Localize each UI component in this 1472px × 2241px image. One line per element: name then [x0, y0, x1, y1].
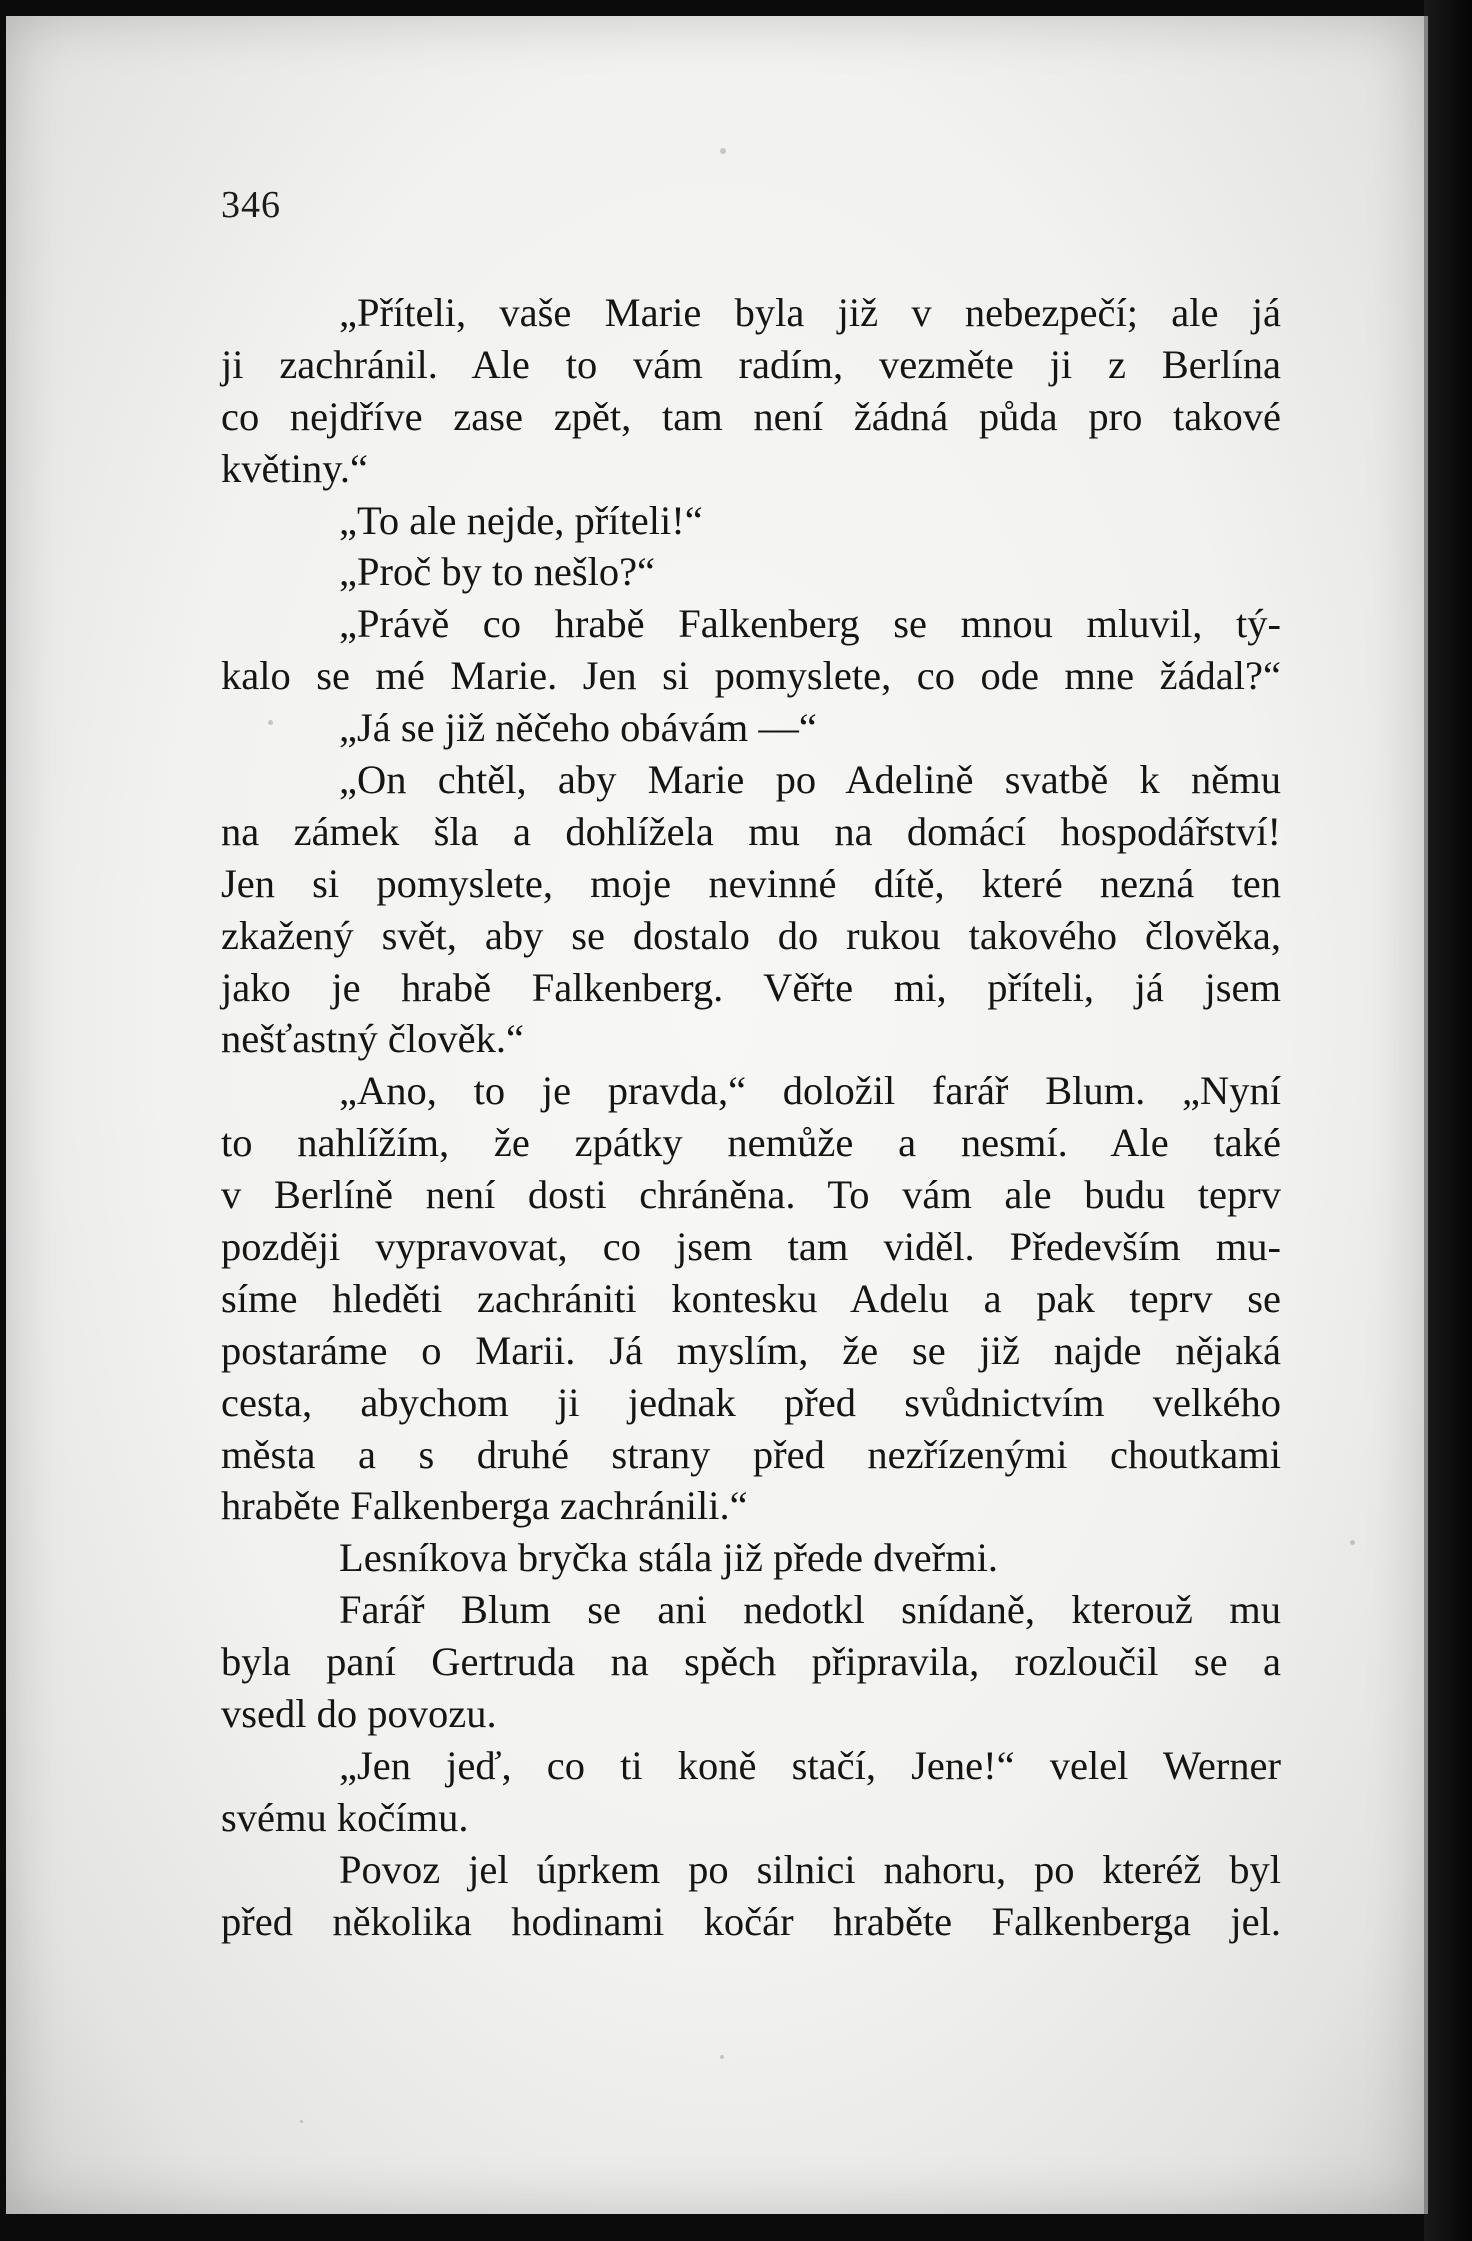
- print-speck: [720, 2055, 724, 2059]
- text-line: co nejdříve zase zpět, tam není žádná půda pro takové: [221, 393, 1281, 439]
- text-line: nešťastný člověk.“: [221, 1016, 524, 1062]
- text-line: hraběte Falkenberga zachránili.“: [221, 1483, 748, 1529]
- text-line: postaráme o Marii. Já myslím, že se již najde nějaká: [221, 1327, 1281, 1373]
- print-speck: [300, 2120, 303, 2123]
- text-line: „Právě co hrabě Falkenberg se mnou mluvil, tý-: [339, 601, 1281, 647]
- text-line: Jen si pomyslete, moje nevinné dítě, které nezná ten: [221, 860, 1281, 906]
- text-line: Povoz jel úprkem po silnici nahoru, po kteréž byl: [339, 1846, 1281, 1892]
- text-line: „Proč by to nešlo?“: [339, 549, 656, 595]
- text-line: „To ale nejde, příteli!“: [339, 497, 703, 543]
- text-line: jako je hrabě Falkenberg. Věřte mi, příteli, já jsem: [221, 964, 1281, 1010]
- text-line: cesta, abychom ji jednak před svůdnictvím velkého: [221, 1379, 1281, 1425]
- text-line: „Jen jeď, co ti koně stačí, Jene!“ velel Werner: [339, 1742, 1281, 1788]
- body-text: [221, 287, 1281, 1948]
- text-line: ji zachránil. Ale to vám radím, vezměte ji z Berlína: [221, 341, 1281, 387]
- text-line: na zámek šla a dohlížela mu na domácí hospodářství!: [221, 808, 1281, 854]
- text-line: síme hleděti zachrániti kontesku Adelu a pak teprv se: [221, 1275, 1281, 1321]
- page-edge-line: [1424, 16, 1428, 2214]
- text-line: před několika hodinami kočár hraběte Falkenberga jel.: [221, 1898, 1281, 1944]
- print-speck: [1350, 1540, 1355, 1545]
- text-line: kalo se mé Marie. Jen si pomyslete, co ode mne žádal?“: [221, 653, 1281, 699]
- text-line: „Ano, to je pravda,“ doložil farář Blum. „Nyní: [339, 1068, 1281, 1114]
- text-line: později vypravovat, co jsem tam viděl. Především mu-: [221, 1224, 1281, 1270]
- text-line: v Berlíně není dosti chráněna. To vám ale budu teprv: [221, 1172, 1281, 1218]
- text-line: „Já se již něčeho obávám —“: [339, 705, 817, 751]
- text-line: květiny.“: [221, 445, 368, 491]
- text-line: to nahlížím, že zpátky nemůže a nesmí. Ale také: [221, 1120, 1281, 1166]
- text-line: města a s druhé strany před nezřízenými choutkami: [221, 1431, 1281, 1477]
- print-speck: [720, 148, 726, 154]
- text-line: byla paní Gertruda na spěch připravila, rozloučil se a: [221, 1639, 1281, 1685]
- text-line: vsedl do povozu.: [221, 1691, 497, 1737]
- page-number: 346: [221, 184, 281, 226]
- text-line: zkažený svět, aby se dostalo do rukou takového člověka,: [221, 912, 1281, 958]
- text-line: „Příteli, vaše Marie byla již v nebezpečí; ale já: [339, 290, 1281, 335]
- text-line: svému kočímu.: [221, 1794, 469, 1840]
- text-line: Farář Blum se ani nedotkl snídaně, kterouž mu: [339, 1587, 1281, 1633]
- text-line: Lesníkova bryčka stála již přede dveřmi.: [339, 1535, 998, 1581]
- book-spine-edge: [1424, 0, 1472, 2241]
- text-line: „On chtěl, aby Marie po Adelině svatbě k němu: [339, 757, 1281, 803]
